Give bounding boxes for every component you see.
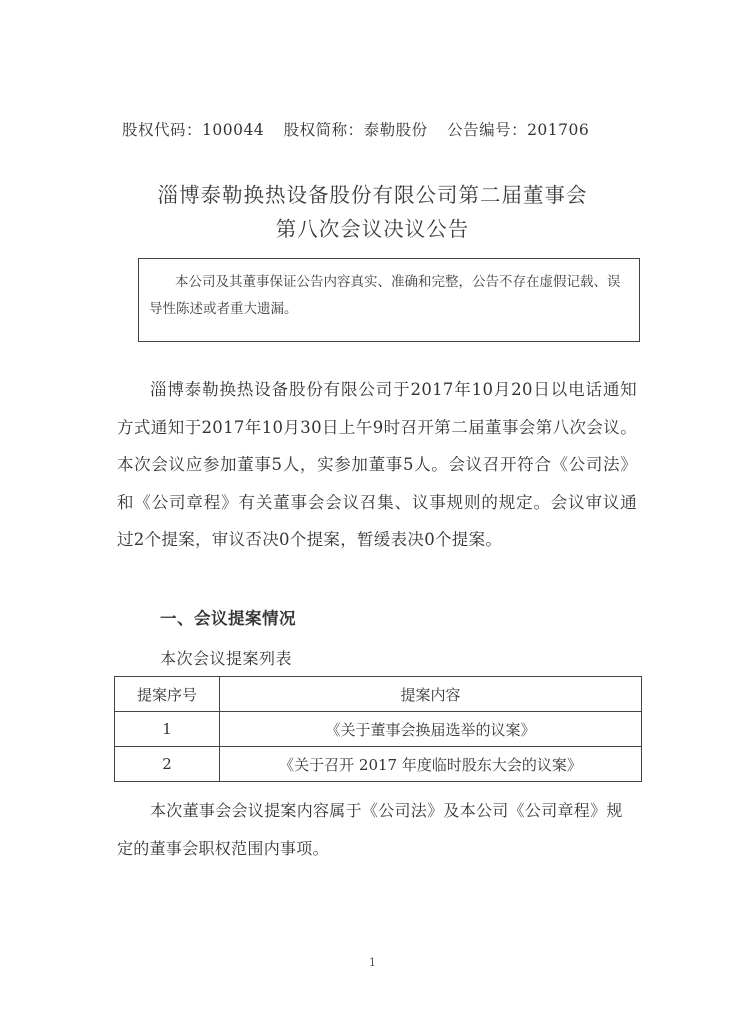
announcement-header xyxy=(122,118,682,140)
disclaimer-box: 本公司及其董事保证公告内容真实、准确和完整，公告不存在虚假记载、误导性陈述或者重大遗漏。 xyxy=(138,258,640,342)
table-row xyxy=(115,747,642,782)
proposal-number: 2 xyxy=(115,747,220,782)
proposal-content: 《关于董事会换届选举的议案》 xyxy=(220,712,642,747)
section-heading-proposals: 一、会议提案情况 xyxy=(160,609,296,628)
meeting-summary-paragraph: 淄博泰勒换热设备股份有限公司于2017年10月20日以电话通知方式通知于2017年10月30日上午9时召开第二届董事会第八次会议。本次会议应参加董事5人，实参加董事5人。会议召开符合《公司法》和《公司章程》有关董事会会议召集、议事规则的规定。会议审议通过2个提案，审议否决0个提案，暂缓表决0个提案。 xyxy=(117,380,637,549)
proposal-content: 《关于召开 2017 年度临时股东大会的议案》 xyxy=(220,747,642,782)
document-title-line2: 第八次会议决议公告 xyxy=(275,217,470,241)
table-caption: 本次会议提案列表 xyxy=(160,649,293,668)
proposal-number: 1 xyxy=(115,712,220,747)
column-header-content: 提案内容 xyxy=(220,677,642,712)
stock-code: 股权代码：100044 xyxy=(122,121,265,139)
proposal-table xyxy=(114,676,642,782)
document-title-line1: 淄博泰勒换热设备股份有限公司第二届董事会 xyxy=(157,183,588,207)
table-row xyxy=(115,712,642,747)
stock-abbreviation: 股权简称：泰勒股份 xyxy=(283,121,428,139)
announcement-number: 公告编号：201706 xyxy=(447,121,590,139)
closing-paragraph: 本次董事会会议提案内容属于《公司法》及本公司《公司章程》规定的董事会职权范围内事项。 xyxy=(117,801,623,858)
table-header-row xyxy=(115,677,642,712)
page-number: 1 xyxy=(369,956,376,969)
column-header-number: 提案序号 xyxy=(115,677,220,712)
